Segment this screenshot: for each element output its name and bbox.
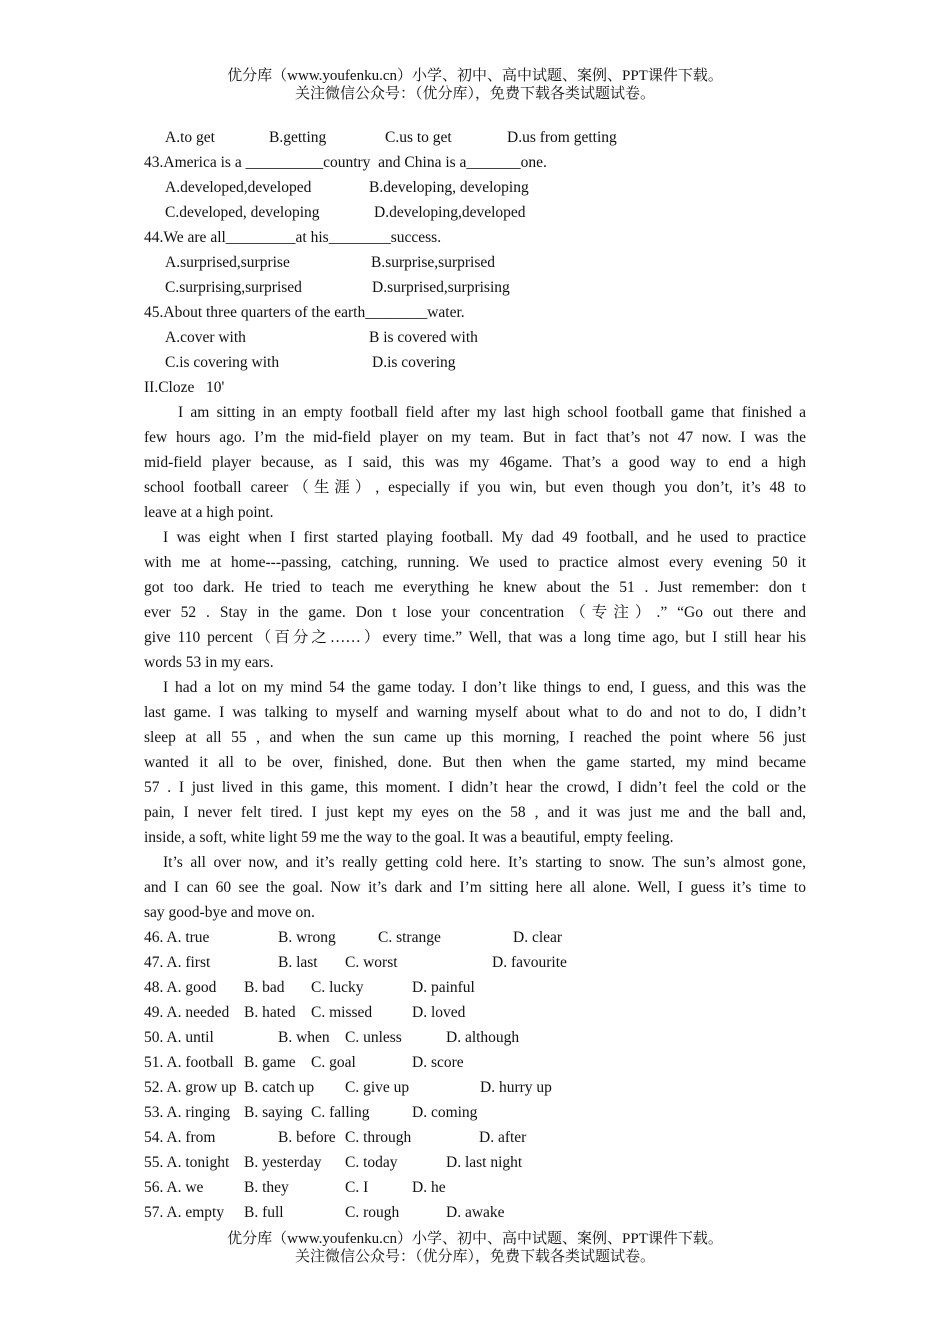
section-title: II.Cloze 10' bbox=[144, 379, 225, 396]
cloze-question-57 bbox=[144, 1200, 806, 1225]
option: C.developed, developing bbox=[165, 204, 320, 221]
option: D. although bbox=[446, 1029, 520, 1046]
cloze-paragraph-4 bbox=[144, 850, 806, 925]
option: B.developing, developing bbox=[369, 179, 529, 196]
text-line: I am sitting in an empty football field after my last high school football game that finished a bbox=[178, 404, 806, 421]
option: 51. A. football bbox=[144, 1054, 234, 1071]
text-line: wanted it all to be over, finished, done. But then when the game started, my mind became bbox=[144, 754, 806, 771]
q43-options-row bbox=[144, 200, 806, 225]
cloze-question-53 bbox=[144, 1100, 806, 1125]
option: D.is covering bbox=[372, 354, 456, 371]
option: D. last night bbox=[446, 1154, 523, 1171]
cloze-question-55 bbox=[144, 1150, 806, 1175]
text-line: with me at home---passing, catching, running. We used to practice almost every evening 50 it bbox=[144, 554, 806, 571]
option: B. wrong bbox=[278, 929, 336, 946]
cloze-question-50 bbox=[144, 1025, 806, 1050]
cloze-question-52 bbox=[144, 1075, 806, 1100]
cloze-paragraph-1 bbox=[144, 400, 806, 525]
text-line: I was eight when I first started playing football. My dad 49 football, and he used to practice bbox=[163, 529, 806, 546]
option: C. falling bbox=[311, 1104, 370, 1121]
option: 53. A. ringing bbox=[144, 1104, 231, 1121]
text-line: pain, I never felt tired. I just kept my eyes on the 58 , and it was just me and the ball and, bbox=[144, 804, 806, 821]
text-line: sleep at all 55 , and when the sun came up this morning, I reached the point where 56 just bbox=[144, 729, 806, 746]
worksheet-content bbox=[144, 125, 806, 1225]
option: C. missed bbox=[311, 1004, 373, 1021]
option: C. give up bbox=[345, 1079, 410, 1096]
option: A.to get bbox=[165, 129, 215, 146]
q45-options-row bbox=[144, 325, 806, 350]
page-header bbox=[0, 67, 950, 103]
cloze-question-46 bbox=[144, 925, 806, 950]
option: 56. A. we bbox=[144, 1179, 204, 1196]
option: A.surprised,surprise bbox=[165, 254, 290, 271]
text-line: words 53 in my ears. bbox=[144, 654, 274, 671]
option: B. saying bbox=[244, 1104, 303, 1121]
option: D. coming bbox=[412, 1104, 478, 1121]
cloze-question-49 bbox=[144, 1000, 806, 1025]
option: B. when bbox=[278, 1029, 330, 1046]
text-line: ever 52 . Stay in the game. Don t lose your concentration（专注）.” “Go out there and bbox=[144, 604, 806, 621]
cloze-question-48 bbox=[144, 975, 806, 1000]
option: B.getting bbox=[269, 129, 327, 146]
option: C.us to get bbox=[385, 129, 452, 146]
option: B. last bbox=[278, 954, 318, 971]
option: D. score bbox=[412, 1054, 464, 1071]
option: D. loved bbox=[412, 1004, 466, 1021]
page-footer bbox=[0, 1230, 950, 1266]
option: 48. A. good bbox=[144, 979, 217, 996]
q44-options-row bbox=[144, 250, 806, 275]
option: 46. A. true bbox=[144, 929, 210, 946]
q45-options-row bbox=[144, 350, 806, 375]
option: C. unless bbox=[345, 1029, 402, 1046]
text-line: last game. I was talking to myself and warning myself about what to do and not to do, I didn’t bbox=[144, 704, 806, 721]
option: D. clear bbox=[513, 929, 563, 946]
text-line: and I can 60 see the goal. Now it’s dark and I’m sitting here all alone. Well, I guess it’s time to bbox=[144, 879, 806, 896]
option: D.developing,developed bbox=[374, 204, 526, 221]
text-line: school football career（生涯）, especially if you win, but even though you don’t, it’s 48 to bbox=[144, 479, 806, 496]
option: B. yesterday bbox=[244, 1154, 322, 1171]
option: A.cover with bbox=[165, 329, 246, 346]
cloze-question-56 bbox=[144, 1175, 806, 1200]
option: B. hated bbox=[244, 1004, 296, 1021]
option: 52. A. grow up bbox=[144, 1079, 237, 1096]
option: D. favourite bbox=[492, 954, 567, 971]
option: A.developed,developed bbox=[165, 179, 312, 196]
option: 49. A. needed bbox=[144, 1004, 230, 1021]
text-line: 57 . I just lived in this game, this moment. I didn’t hear the crowd, I didn’t feel the cold or the bbox=[144, 779, 806, 796]
text-line: It’s all over now, and it’s really getting cold here. It’s starting to snow. The sun’s almost gone, bbox=[163, 854, 806, 871]
footer-line-2: 关注微信公众号：（优分库），免费下载各类试题试卷。 bbox=[294, 1249, 655, 1265]
option: D.surprised,surprising bbox=[372, 279, 510, 296]
option: C. today bbox=[345, 1154, 398, 1171]
cloze-paragraph-2 bbox=[144, 525, 806, 675]
q43-stem: 43.America is a __________country and China is a_______one. bbox=[144, 154, 547, 171]
option: C.surprising,surprised bbox=[165, 279, 302, 296]
option: C. strange bbox=[378, 929, 441, 946]
cloze-question-51 bbox=[144, 1050, 806, 1075]
option: B.surprise,surprised bbox=[371, 254, 495, 271]
q43-options-row bbox=[144, 175, 806, 200]
cloze-paragraph-3 bbox=[144, 675, 806, 850]
option: C. goal bbox=[311, 1054, 356, 1071]
text-line: mid-field player because, as I said, this was my 46game. That’s a good way to end a high bbox=[144, 454, 806, 471]
footer-line-1: 优分库（www.youfenku.cn）小学、初中、高中试题、案例、PPT课件下载。 bbox=[227, 1231, 723, 1247]
option: D. painful bbox=[412, 979, 475, 996]
text-line: give 110 percent（百分之……）every time.” Well, that was a long time ago, but I still hear his bbox=[144, 629, 806, 646]
option: D. after bbox=[479, 1129, 527, 1146]
text-line: few hours ago. I’m the mid-field player on my team. But in fact that’s not 47 now. I was the bbox=[144, 429, 806, 446]
option: 54. A. from bbox=[144, 1129, 216, 1146]
q45-stem: 45.About three quarters of the earth________water. bbox=[144, 304, 465, 321]
option: 57. A. empty bbox=[144, 1204, 225, 1221]
q44-stem: 44.We are all_________at his________success. bbox=[144, 229, 442, 246]
text-line: got too dark. He tried to teach me everything he knew about the 51 . Just remember: don t bbox=[144, 579, 806, 596]
text-line: inside, a soft, white light 59 me the way to the goal. It was a beautiful, empty feeling. bbox=[144, 829, 674, 846]
header-line-2: 关注微信公众号：（优分库），免费下载各类试题试卷。 bbox=[294, 86, 655, 102]
option: C. rough bbox=[345, 1204, 400, 1221]
q44-options-row bbox=[144, 275, 806, 300]
option: C. I bbox=[345, 1179, 369, 1196]
option: B. bad bbox=[244, 979, 285, 996]
cloze-question-47 bbox=[144, 950, 806, 975]
option: 50. A. until bbox=[144, 1029, 214, 1046]
option: 55. A. tonight bbox=[144, 1154, 230, 1171]
option: C. lucky bbox=[311, 979, 364, 996]
option: 47. A. first bbox=[144, 954, 211, 971]
option: B. catch up bbox=[244, 1079, 315, 1096]
option: B. they bbox=[244, 1179, 289, 1196]
option: D. awake bbox=[446, 1204, 505, 1221]
text-line: say good-bye and move on. bbox=[144, 904, 315, 921]
text-line: leave at a high point. bbox=[144, 504, 274, 521]
option: B. before bbox=[278, 1129, 336, 1146]
cloze-question-54 bbox=[144, 1125, 806, 1150]
option: C. through bbox=[345, 1129, 412, 1146]
option: D.us from getting bbox=[507, 129, 617, 146]
option: C.is covering with bbox=[165, 354, 280, 371]
header-line-1: 优分库（www.youfenku.cn）小学、初中、高中试题、案例、PPT课件下载。 bbox=[227, 68, 723, 84]
option: D. he bbox=[412, 1179, 446, 1196]
cloze-options bbox=[144, 925, 806, 1225]
option: B. game bbox=[244, 1054, 296, 1071]
option: C. worst bbox=[345, 954, 398, 971]
option: B is covered with bbox=[369, 329, 478, 346]
option: D. hurry up bbox=[480, 1079, 552, 1096]
option: B. full bbox=[244, 1204, 284, 1221]
q42-options bbox=[144, 125, 806, 150]
text-line: I had a lot on my mind 54 the game today. I don’t like things to end, I guess, and this was the bbox=[163, 679, 806, 696]
